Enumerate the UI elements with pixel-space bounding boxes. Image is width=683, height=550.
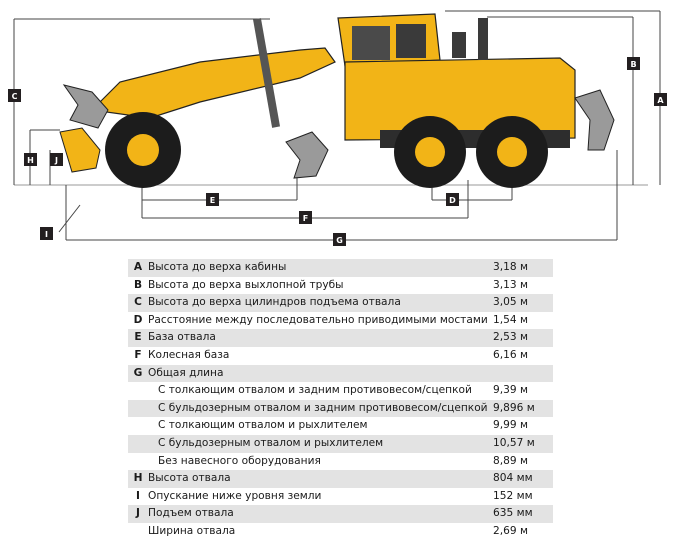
spec-key: D [133, 313, 143, 326]
spec-row [128, 312, 553, 330]
svg-text:A: A [657, 96, 664, 105]
spec-key: I [136, 489, 140, 502]
spec-row [128, 488, 553, 506]
svg-text:E: E [209, 196, 216, 205]
spec-value: 804 мм [493, 470, 553, 488]
svg-text:F: F [302, 214, 309, 223]
spec-description: Общая длина [148, 365, 493, 383]
spec-row [128, 435, 553, 453]
grader-body [60, 14, 614, 188]
tag-i [40, 227, 53, 240]
tag-j [50, 153, 63, 166]
spec-description: Колесная база [148, 348, 230, 361]
spec-value: 3,13 м [493, 278, 528, 291]
spec-key [128, 417, 148, 435]
spec-key [128, 400, 148, 418]
spec-value: 1,54 м [493, 313, 528, 326]
svg-text:H: H [27, 156, 34, 165]
tag-b [627, 57, 640, 70]
spec-value: 3,05 м [493, 294, 553, 312]
spec-row [128, 294, 553, 312]
spec-description: Высота до верха цилиндров подъема отвала [148, 294, 493, 312]
spec-description: Без навесного оборудования [158, 454, 321, 467]
spec-key: H [128, 470, 148, 488]
spec-value: 635 мм [493, 505, 553, 523]
spec-row [128, 259, 553, 277]
spec-description: С бульдозерным отвалом и задним противовесом/сцепкой [148, 400, 493, 418]
spec-row [128, 400, 553, 418]
svg-text:I: I [45, 230, 48, 239]
spec-value: 8,89 м [493, 454, 528, 467]
spec-key: B [133, 278, 143, 291]
tag-g [333, 233, 346, 246]
svg-text:D: D [449, 196, 456, 205]
tag-d [446, 193, 459, 206]
spec-row [128, 523, 553, 541]
spec-key: E [128, 329, 148, 347]
spec-description: Высота отвала [148, 470, 493, 488]
spec-key: F [134, 348, 142, 361]
spec-row [128, 277, 553, 295]
motor-grader-diagram [0, 0, 683, 250]
spec-row [128, 382, 553, 400]
tag-a [654, 93, 667, 106]
spec-description: Подъем отвала [148, 505, 493, 523]
spec-value [493, 365, 553, 383]
spec-description: С толкающим отвалом и рыхлителем [158, 419, 368, 432]
spec-value: 2,53 м [493, 329, 553, 347]
spec-row [128, 453, 553, 471]
spec-value: 152 мм [493, 489, 533, 502]
spec-description: База отвала [148, 329, 493, 347]
spec-row [128, 417, 553, 435]
spec-description: Опускание ниже уровня земли [148, 489, 322, 502]
spec-description: С бульдозерным отвалом и рыхлителем [148, 435, 493, 453]
tag-c [8, 89, 21, 102]
spec-value: 2,69 м [493, 524, 528, 537]
spec-key: J [128, 505, 148, 523]
spec-description: Ширина отвала [148, 524, 236, 537]
spec-row [128, 365, 553, 383]
spec-value: 9,39 м [493, 384, 528, 397]
spec-key [128, 435, 148, 453]
svg-text:B: B [630, 60, 637, 69]
spec-row [128, 329, 553, 347]
spec-description: Расстояние между последовательно приводимыми мостами [148, 313, 488, 326]
spec-value: 6,16 м [493, 348, 528, 361]
svg-text:G: G [336, 236, 343, 245]
spec-value: 3,18 м [493, 259, 553, 277]
spec-key [128, 453, 148, 471]
tag-f [299, 211, 312, 224]
spec-key: A [128, 259, 148, 277]
spec-row [128, 505, 553, 523]
spec-table [128, 259, 553, 541]
spec-key: C [128, 294, 148, 312]
spec-value: 9,896 м [493, 400, 553, 418]
spec-value: 9,99 м [493, 419, 528, 432]
spec-row [128, 470, 553, 488]
spec-key: G [128, 365, 148, 383]
spec-description: Высота до верха кабины [148, 259, 493, 277]
spec-key [128, 523, 148, 541]
spec-key [128, 382, 148, 400]
svg-text:J: J [55, 156, 58, 165]
svg-text:C: C [11, 92, 18, 101]
tag-e [206, 193, 219, 206]
spec-value: 10,57 м [493, 435, 553, 453]
spec-row [128, 347, 553, 365]
spec-description: Высота до верха выхлопной трубы [148, 278, 344, 291]
tag-h [24, 153, 37, 166]
spec-description: С толкающим отвалом и задним противовесом/сцепкой [158, 384, 472, 397]
